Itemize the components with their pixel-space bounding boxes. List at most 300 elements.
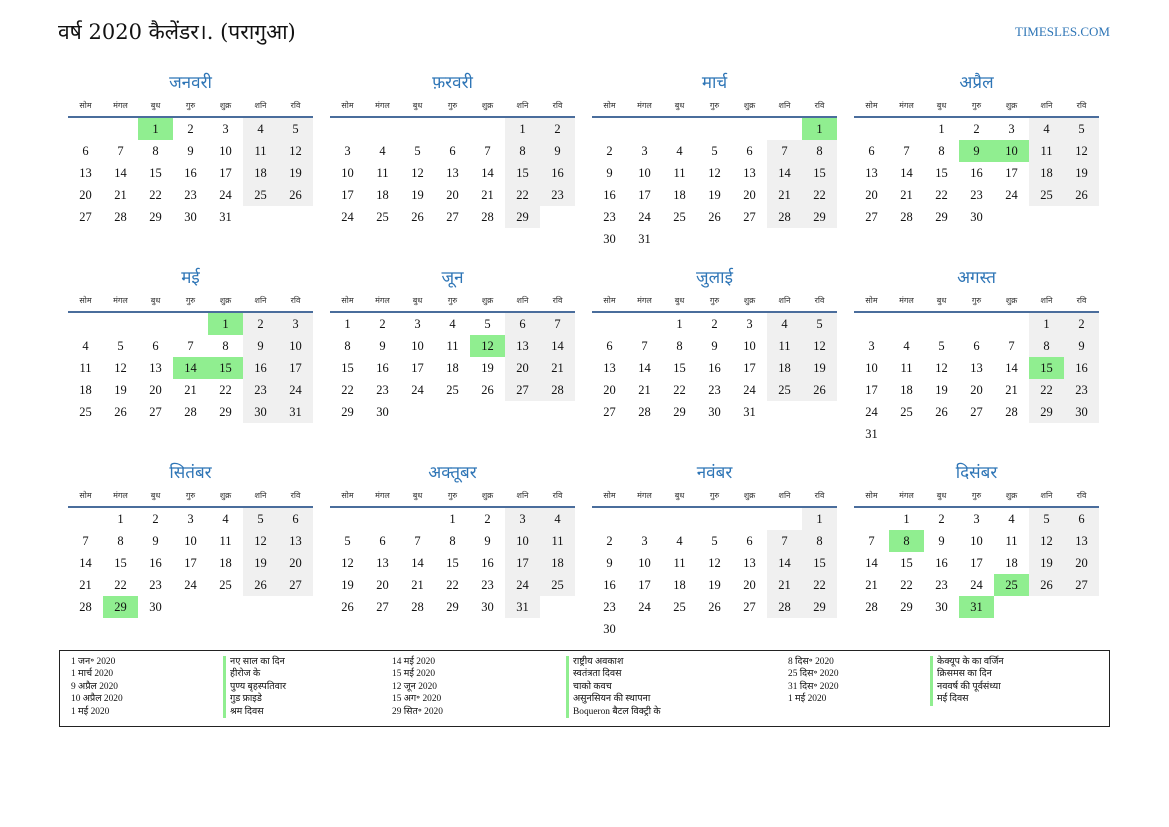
day-cell: 5 [243,508,278,530]
day-cell: 30 [184,210,197,224]
day-cell: 26 [708,600,721,614]
day-cell: 8 [938,144,945,158]
day-cell: 29 [1029,401,1064,423]
day-cell: 8 [117,534,124,548]
legend-holiday-name: असुनसियन की स्थापना [566,693,661,705]
day-cell: 17 [865,383,878,397]
day-cell: 25 [219,578,232,592]
day-cell: 21 [411,578,424,592]
day-cell: 8 [505,140,540,162]
day-cell: 10 [184,534,197,548]
day-cell: 14 [79,556,92,570]
day-cell: 24 [278,379,313,401]
day-cell: 4 [1008,512,1015,526]
day-cell: 30 [603,622,616,636]
day-cell: 29 [219,405,232,419]
day-grid [330,118,575,228]
weekday-label: रवि [1076,296,1087,305]
day-cell: 24 [184,578,197,592]
day-cell: 31 [638,232,651,246]
day-cell: 4 [222,512,229,526]
day-cell: 4 [676,534,683,548]
day-cell: 13 [603,361,616,375]
day-cell: 7 [187,339,194,353]
day-cell: 3 [973,512,980,526]
weekday-label: शुक्र [481,101,494,110]
day-cell: 29 [935,210,948,224]
weekday-label: गुरु [447,296,458,305]
legend-date-column [71,656,123,718]
day-cell: 6 [505,313,540,335]
legend-name-column [566,656,661,718]
weekday-header-row [68,291,313,313]
day-cell: 6 [152,339,159,353]
day-cell: 13 [79,166,92,180]
day-cell: 2 [243,313,278,335]
day-cell: 11 [1029,140,1064,162]
weekday-label: शनि [778,296,791,305]
weekday-header-row [592,291,837,313]
day-cell: 8 [676,339,683,353]
day-cell: 9 [1064,335,1099,357]
empty-cell [173,313,208,335]
weekday-label: मंगल [899,491,914,500]
day-cell: 11 [79,361,92,375]
day-cell: 30 [935,600,948,614]
legend-holiday-name: Boqueron बैटल विक्ट्री के [566,706,661,718]
month-block [592,460,837,640]
day-cell: 17 [638,188,651,202]
day-cell: 20 [446,188,459,202]
day-cell: 6 [1064,508,1099,530]
day-cell: 8 [222,339,229,353]
day-cell: 29 [673,405,686,419]
day-cell: 10 [341,166,354,180]
day-cell: 27 [376,600,389,614]
day-cell: 30 [376,405,389,419]
day-cell: 18 [900,383,913,397]
site-link[interactable]: TIMESLES.COM [1015,24,1110,39]
day-cell: 23 [603,600,616,614]
day-cell: 10 [411,339,424,353]
day-cell: 7 [903,144,910,158]
day-cell: 27 [149,405,162,419]
weekday-label: मंगल [637,296,652,305]
month-block [854,460,1099,618]
day-cell: 18 [446,361,459,375]
day-cell: 30 [243,401,278,423]
weekday-label: शनि [778,491,791,500]
day-cell: 28 [767,206,802,228]
day-cell: 11 [673,166,686,180]
day-cell: 21 [767,574,802,596]
day-cell: 13 [1064,530,1099,552]
month-block [330,265,575,423]
empty-cell [889,118,924,140]
legend-date-column [788,656,839,706]
legend-holiday-name: क्रिसमस का दिन [930,668,1004,680]
legend-date: 25 दिस॰ 2020 [788,669,839,680]
day-cell: 27 [865,210,878,224]
day-cell: 15 [341,361,354,375]
weekday-label: शनि [516,101,529,110]
day-cell: 14 [767,162,802,184]
weekday-label: गुरु [447,101,458,110]
day-cell: 23 [149,578,162,592]
day-cell: 19 [278,162,313,184]
holiday-day-cell: 8 [889,530,924,552]
day-cell: 13 [970,361,983,375]
empty-cell [365,118,400,140]
day-cell: 25 [1029,184,1064,206]
empty-cell [627,313,662,335]
weekday-label: सोम [603,101,616,110]
day-cell: 26 [935,405,948,419]
weekday-label: मंगल [113,101,128,110]
day-cell: 16 [376,361,389,375]
day-cell: 6 [449,144,456,158]
day-cell: 5 [278,118,313,140]
weekday-label: शनि [1040,296,1053,305]
day-cell: 5 [344,534,351,548]
day-cell: 28 [1005,405,1018,419]
day-cell: 2 [711,317,718,331]
day-cell: 27 [603,405,616,419]
weekday-label: रवि [290,101,301,110]
empty-cell [400,118,435,140]
day-cell: 28 [865,600,878,614]
day-cell: 3 [868,339,875,353]
day-cell: 8 [344,339,351,353]
day-cell: 1 [505,118,540,140]
empty-cell [435,118,470,140]
day-cell: 16 [149,556,162,570]
weekday-label: गुरु [447,491,458,500]
day-cell: 4 [540,508,575,530]
empty-cell [732,508,767,530]
legend-date: 1 जन॰ 2020 [71,657,116,667]
day-cell: 11 [243,140,278,162]
day-cell: 6 [746,144,753,158]
day-cell: 1 [449,512,456,526]
day-cell: 3 [746,317,753,331]
day-cell: 7 [641,339,648,353]
weekday-label: बुध [412,491,423,500]
day-cell: 2 [484,512,491,526]
day-cell: 21 [481,188,494,202]
weekday-header-row [854,486,1099,508]
day-cell: 28 [900,210,913,224]
weekday-label: बुध [150,296,161,305]
day-cell: 20 [79,188,92,202]
day-cell: 26 [341,600,354,614]
weekday-label: शनि [516,296,529,305]
empty-cell [854,508,889,530]
day-cell: 9 [711,339,718,353]
day-cell: 18 [540,552,575,574]
day-cell: 5 [1029,508,1064,530]
day-grid [592,118,837,250]
day-cell: 22 [802,184,837,206]
holiday-day-cell: 1 [138,118,173,140]
day-cell: 9 [938,534,945,548]
page-title: वर्ष 2020 कैलेंडर।. (परागुआ) [58,20,296,44]
day-grid [592,313,837,423]
weekday-label: शुक्र [743,101,756,110]
empty-cell [400,508,435,530]
day-cell: 16 [184,166,197,180]
day-cell: 22 [505,184,540,206]
day-cell: 14 [114,166,127,180]
day-cell: 24 [970,578,983,592]
month-name: अप्रैल [959,73,994,93]
day-cell: 13 [446,166,459,180]
legend-date: 1 मई 2020 [71,706,110,717]
weekday-label: शनि [1040,491,1053,500]
legend-name-column [930,656,1004,706]
day-cell: 25 [767,379,802,401]
day-cell: 15 [114,556,127,570]
month-name: जुलाई [696,268,733,288]
day-cell: 21 [184,383,197,397]
day-cell: 24 [638,210,651,224]
day-cell: 29 [802,596,837,618]
day-cell: 21 [540,357,575,379]
day-cell: 1 [344,317,351,331]
day-cell: 15 [673,361,686,375]
holiday-day-cell: 14 [173,357,208,379]
day-grid [854,313,1099,445]
day-cell: 26 [708,210,721,224]
day-cell: 5 [117,339,124,353]
day-cell: 9 [152,534,159,548]
day-grid [854,508,1099,618]
day-cell: 19 [341,578,354,592]
day-cell: 6 [82,144,89,158]
weekday-label: गुरु [971,101,982,110]
day-cell: 29 [341,405,354,419]
empty-cell [627,508,662,530]
legend-date: 29 सित॰ 2020 [392,706,443,717]
empty-cell [732,118,767,140]
day-cell: 22 [673,383,686,397]
day-cell: 6 [973,339,980,353]
month-block [854,70,1099,228]
weekday-label: रवि [552,491,563,500]
day-cell: 14 [411,556,424,570]
day-cell: 11 [446,339,459,353]
day-cell: 19 [708,578,721,592]
weekday-header-row [592,486,837,508]
day-grid [854,118,1099,228]
weekday-label: सोम [341,296,354,305]
month-block [592,70,837,250]
day-cell: 25 [673,600,686,614]
day-cell: 17 [341,188,354,202]
day-cell: 17 [411,361,424,375]
day-cell: 12 [708,556,721,570]
day-cell: 23 [184,188,197,202]
weekday-label: रवि [1076,491,1087,500]
weekday-label: मंगल [375,101,390,110]
day-cell: 16 [243,357,278,379]
day-cell: 9 [540,140,575,162]
empty-cell [68,118,103,140]
day-cell: 27 [278,574,313,596]
day-cell: 2 [938,512,945,526]
empty-cell [592,118,627,140]
legend-holiday-name: पुण्य बृहस्पतिवार [223,681,286,693]
day-cell: 13 [505,335,540,357]
day-cell: 12 [708,166,721,180]
weekday-label: मंगल [113,491,128,500]
weekday-label: मंगल [899,296,914,305]
empty-cell [697,118,732,140]
day-cell: 13 [149,361,162,375]
day-cell: 28 [411,600,424,614]
day-cell: 17 [184,556,197,570]
day-cell: 14 [900,166,913,180]
month-name: मई [181,268,200,288]
day-cell: 19 [481,361,494,375]
day-cell: 20 [743,188,756,202]
day-cell: 21 [638,383,651,397]
weekday-label: शुक्र [743,296,756,305]
day-cell: 15 [446,556,459,570]
day-cell: 20 [505,357,540,379]
day-cell: 19 [802,357,837,379]
day-cell: 31 [505,596,540,618]
day-cell: 16 [603,188,616,202]
day-cell: 24 [505,574,540,596]
weekday-label: शनि [516,491,529,500]
day-cell: 20 [1064,552,1099,574]
weekday-label: मंगल [637,491,652,500]
day-cell: 3 [187,512,194,526]
day-cell: 20 [149,383,162,397]
day-cell: 5 [802,313,837,335]
day-cell: 23 [243,379,278,401]
day-cell: 23 [376,383,389,397]
day-cell: 11 [540,530,575,552]
day-cell: 15 [505,162,540,184]
weekday-header-row [854,291,1099,313]
day-cell: 21 [767,184,802,206]
weekday-label: शुक्र [219,101,232,110]
legend-date: 8 दिस॰ 2020 [788,657,834,667]
legend-date-column [392,656,443,718]
day-cell: 18 [376,188,389,202]
day-cell: 27 [743,600,756,614]
day-cell: 12 [243,530,278,552]
day-cell: 14 [1005,361,1018,375]
weekday-label: रवि [290,296,301,305]
day-cell: 6 [606,339,613,353]
month-block [330,70,575,228]
day-cell: 26 [243,574,278,596]
day-cell: 5 [938,339,945,353]
day-cell: 12 [411,166,424,180]
weekday-label: रवि [814,296,825,305]
day-cell: 18 [1005,556,1018,570]
weekday-label: बुध [150,491,161,500]
empty-cell [697,508,732,530]
day-cell: 11 [767,335,802,357]
day-cell: 18 [673,578,686,592]
day-cell: 3 [414,317,421,331]
holiday-day-cell: 25 [994,574,1029,596]
day-cell: 29 [802,206,837,228]
day-cell: 10 [970,534,983,548]
weekday-label: सोम [79,491,92,500]
day-cell: 4 [449,317,456,331]
weekday-label: मंगल [375,491,390,500]
holiday-day-cell: 10 [994,140,1029,162]
day-cell: 28 [638,405,651,419]
day-cell: 25 [540,574,575,596]
legend-holiday-name: स्वतंत्रता दिवस [566,668,661,680]
day-cell: 27 [79,210,92,224]
day-cell: 27 [446,210,459,224]
holiday-day-cell: 12 [470,335,505,357]
day-cell: 24 [219,188,232,202]
day-cell: 24 [865,405,878,419]
day-cell: 27 [970,405,983,419]
weekday-label: रवि [814,491,825,500]
day-cell: 11 [900,361,913,375]
day-cell: 3 [344,144,351,158]
day-cell: 7 [82,534,89,548]
weekday-label: बुध [936,296,947,305]
month-block [68,460,313,618]
day-cell: 6 [278,508,313,530]
empty-cell [854,313,889,335]
day-cell: 6 [379,534,386,548]
day-cell: 30 [1064,401,1099,423]
day-cell: 23 [970,188,983,202]
day-cell: 24 [638,600,651,614]
day-cell: 24 [1005,188,1018,202]
day-cell: 3 [641,534,648,548]
day-grid [330,508,575,618]
day-cell: 21 [1005,383,1018,397]
legend-date: 15 अग॰ 2020 [392,694,442,705]
day-cell: 23 [540,184,575,206]
day-cell: 4 [767,313,802,335]
day-cell: 15 [802,552,837,574]
day-cell: 16 [1064,357,1099,379]
empty-cell [662,508,697,530]
empty-cell [330,118,365,140]
month-block [68,70,313,228]
day-cell: 28 [767,596,802,618]
day-cell: 10 [219,144,232,158]
day-cell: 13 [376,556,389,570]
weekday-label: शुक्र [1005,491,1018,500]
empty-cell [854,118,889,140]
day-cell: 7 [540,313,575,335]
day-cell: 12 [1029,530,1064,552]
day-cell: 12 [1064,140,1099,162]
weekday-header-row [330,291,575,313]
day-cell: 18 [767,357,802,379]
day-cell: 8 [802,140,837,162]
day-cell: 22 [114,578,127,592]
legend-holiday-name: नववर्ष की पूर्वसंध्या [930,681,1004,693]
empty-cell [627,118,662,140]
day-cell: 9 [243,335,278,357]
day-cell: 30 [708,405,721,419]
